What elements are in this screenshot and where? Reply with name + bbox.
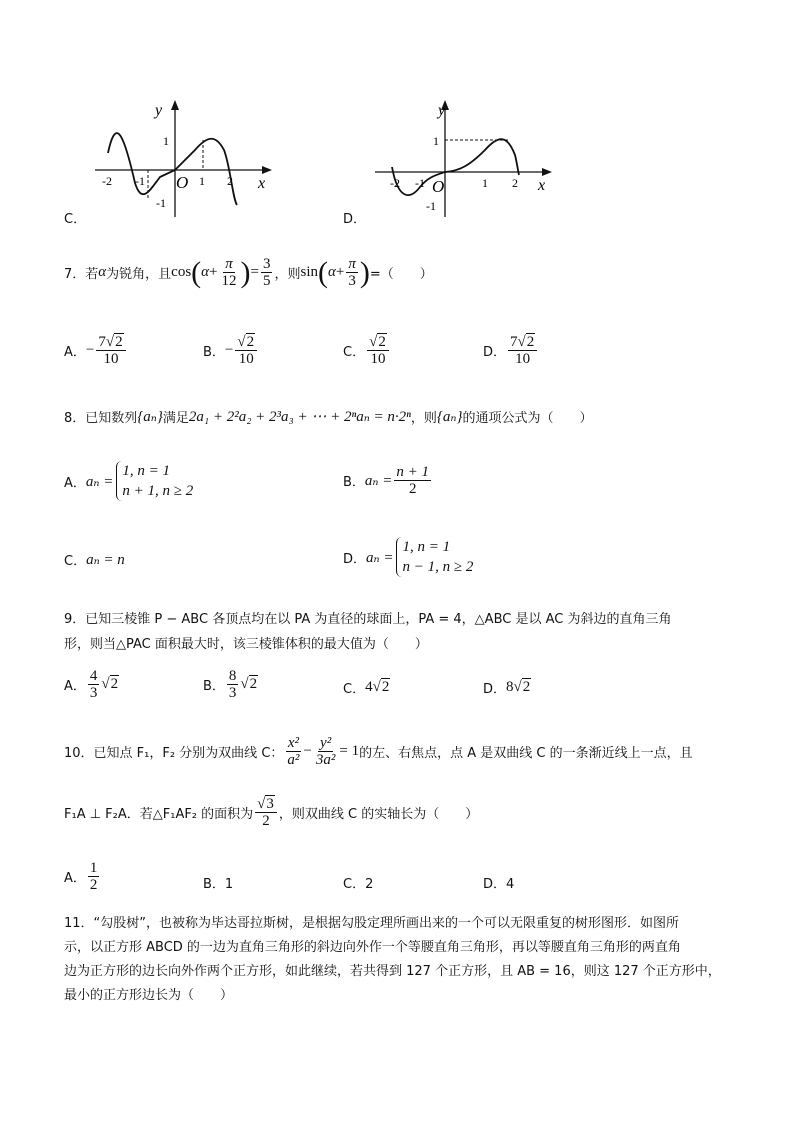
q9-option-d: D． 8 √2 — [483, 679, 531, 697]
q9-option-a: A． $\frac{4}{3}$ √2 — [64, 668, 119, 701]
svg-text:2: 2 — [227, 174, 233, 188]
q7-option-c: C． $\frac{√2}{10}$ — [343, 334, 391, 367]
q8-option-a: A． aₙ = 1, n = 1 n + 1, n ≥ 2 — [64, 463, 194, 499]
question-11-line-3: 边为正方形的边长向外作两个正方形，如此继续，若共得到 127 个正方形，且 AB = 16，则这 127 个正方形中， — [64, 964, 721, 979]
svg-text:x: x — [538, 177, 546, 194]
curve-c — [108, 133, 237, 205]
svg-text:-1: -1 — [156, 196, 166, 210]
svg-text:y: y — [438, 102, 446, 119]
svg-text:-2: -2 — [390, 176, 400, 190]
q8-option-c: C． aₙ = n — [64, 552, 125, 569]
graph-c — [90, 95, 280, 225]
svg-text:-1: -1 — [415, 176, 425, 190]
q9-option-b: B． $\frac{8}{3}$ √2 — [203, 668, 258, 701]
q10-option-c: C．2 — [343, 877, 374, 892]
svg-text:-1: -1 — [426, 199, 436, 213]
q7-option-b: B． − $\frac{√2}{10}$ — [203, 334, 259, 367]
question-9-line-1: 9．已知三棱锥 P − ABC 各顶点均在以 PA 为直径的球面上，PA = 4，△ABC 是以 AC 为斜边的直角三角 — [64, 612, 672, 627]
curve-d — [392, 139, 519, 195]
svg-text:1: 1 — [163, 134, 169, 148]
q10-option-d: D．4 — [483, 877, 515, 892]
svg-text:1: 1 — [482, 176, 488, 190]
question-8: 8．已知数列 {aₙ} 满足 2a₁ + 2²a₂ + 2³a₃ + ⋯ + 2ⁿaₙ = n·2ⁿ ，则 {aₙ} 的通项公式为（ ） — [64, 409, 593, 426]
question-7: 7．若 α 为锐角，且 cos ( α + $\frac{\pi}{12}$ ) = $\frac{3}{5}$ ，则 sin ( α + $\frac{\pi}{3}$ ) =（ ） — [64, 255, 433, 289]
question-11-line-2: 示，以正方形 ABCD 的一边为直角三角形的斜边向外作一个等腰直角三角形，再以等腰直角三角形的两直角 — [64, 940, 681, 955]
q10-option-a: A． $\frac{1}{2}$ — [64, 860, 98, 893]
svg-text:2: 2 — [512, 176, 518, 190]
option-c-label: C． — [64, 212, 87, 227]
question-11-line-1: 11．“勾股树”，也被称为毕达哥拉斯树，是根据勾股定理所画出来的一个可以无限重复的树形图形．如图所 — [64, 916, 680, 931]
q8-option-b: B． aₙ = $\frac{n + 1}{2}$ — [343, 464, 429, 497]
svg-text:-2: -2 — [102, 174, 112, 188]
question-10-line-1: 10．已知点 F₁，F₂ 分别为双曲线 C： $\frac{\text{x²}}{\text{a²}}$ − $\frac{\text{y²}}{\text{3a²}}$ = 1 的左、右焦点，点 A 是双曲线 C 的一条渐近线上一点，且 — [64, 735, 693, 768]
svg-text:-1: -1 — [135, 174, 145, 188]
svg-text:1: 1 — [433, 134, 439, 148]
x-label: x — [258, 175, 266, 192]
origin-label: O — [176, 173, 189, 192]
y-label: y — [155, 102, 163, 119]
q8-option-d: D． aₙ = 1, n = 1 n − 1, n ≥ 2 — [343, 539, 474, 575]
graph-d — [370, 95, 560, 225]
q9-option-c: C． 4 √2 — [343, 679, 390, 697]
q7-option-d: D． $\frac{7√2}{10}$ — [483, 334, 539, 367]
q10-option-b: B．1 — [203, 877, 234, 892]
question-9-line-2: 形，则当△PAC 面积最大时，该三棱锥体积的最大值为（ ） — [64, 637, 428, 652]
question-11-line-4: 最小的正方形边长为（ ） — [64, 988, 234, 1003]
question-10-line-2: F₁A ⊥ F₂A．若△F₁AF₂ 的面积为 $\frac{√3}{2}$ ，则双曲线 C 的实轴长为（ ） — [64, 796, 479, 829]
option-d-label: D． — [343, 212, 367, 227]
svg-text:1: 1 — [199, 174, 205, 188]
svg-text:O: O — [432, 177, 445, 196]
q7-option-a: A． − $\frac{7√2}{10}$ — [64, 334, 128, 367]
